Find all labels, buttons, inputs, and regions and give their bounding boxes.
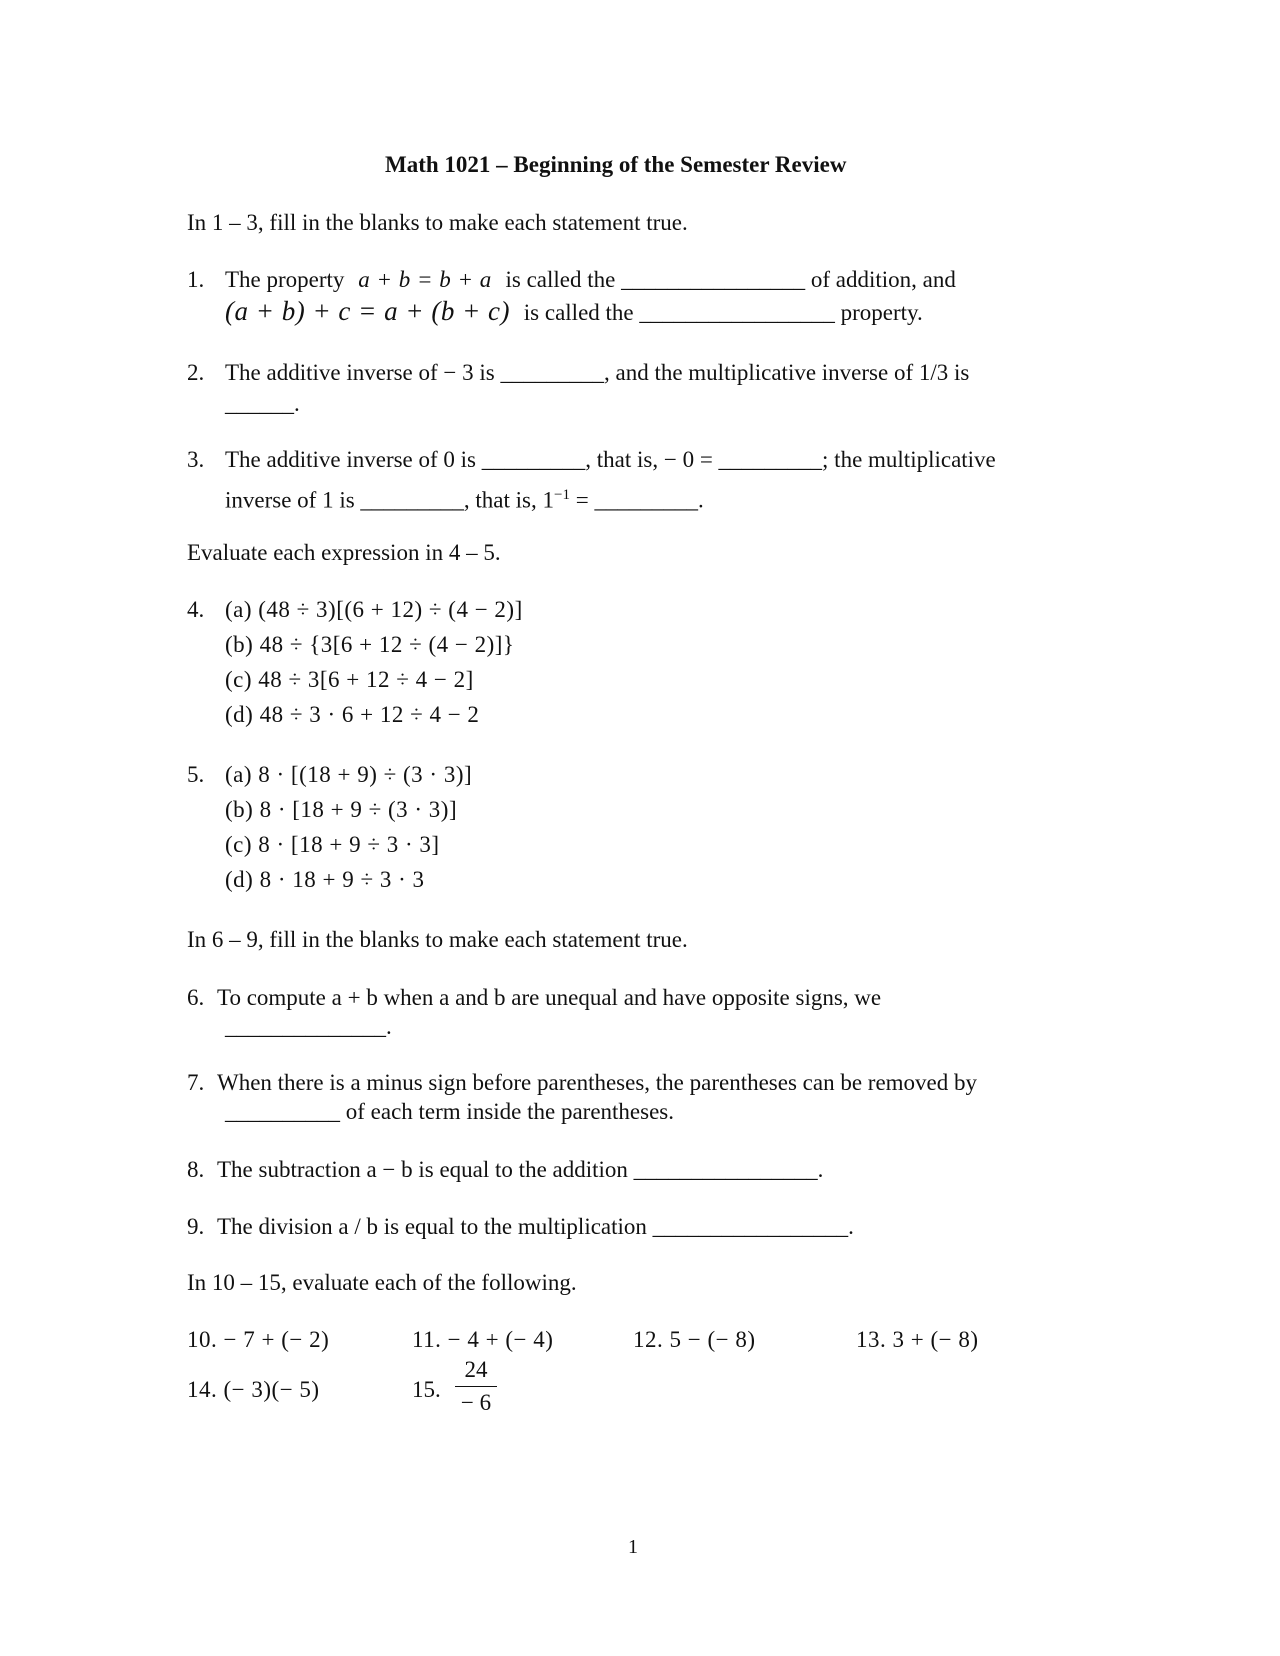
question-2-number: 2. (187, 360, 205, 385)
question-5-number: 5. (187, 762, 205, 787)
question-7-line-1: When there is a minus sign before parentheses, the parentheses can be removed by (217, 1070, 977, 1095)
question-4a: (a) (48 ÷ 3)[(6 + 12) ÷ (4 − 2)] (225, 597, 523, 622)
question-8-line-1: The subtraction a − b is equal to the addition ________________. (217, 1157, 824, 1182)
question-1-line-1 (225, 265, 956, 295)
question-5c: (c) 8 · [18 + 9 ÷ 3 · 3] (225, 832, 440, 857)
question-4d: (d) 48 ÷ 3 · 6 + 12 ÷ 4 − 2 (225, 702, 480, 727)
q3-text-b: = _________. (569, 487, 704, 513)
fraction-numerator: 24 (464, 1357, 488, 1382)
question-9-line-1: The division a / b is equal to the multiplication _________________. (217, 1214, 854, 1239)
question-14: 14. (− 3)(− 5) (187, 1377, 320, 1402)
question-4-number: 4. (187, 597, 205, 622)
q1-text-b: is called the ________________ of addition, and (505, 267, 956, 292)
question-10: 10. − 7 + (− 2) (187, 1327, 330, 1352)
question-12: 12. 5 − (− 8) (633, 1327, 756, 1352)
q1-text-a: The property (225, 267, 345, 292)
question-5b: (b) 8 · [18 + 9 ÷ (3 · 3)] (225, 797, 458, 822)
instruction-10-15: In 10 – 15, evaluate each of the following. (187, 1270, 577, 1295)
question-3-line-1: The additive inverse of 0 is _________, that is, − 0 = _________; the multiplicative (225, 447, 996, 472)
q1-math-commutative: a + b = b + a (358, 267, 492, 292)
q1-text-c: is called the _________________ property. (523, 300, 923, 325)
question-5d: (d) 8 · 18 + 9 ÷ 3 · 3 (225, 867, 425, 892)
page-title: Math 1021 – Beginning of the Semester Review (385, 152, 847, 177)
question-1-line-2 (225, 296, 923, 328)
question-3-line-2 (225, 480, 704, 516)
q1-math-associative: (a + b) + c = a + (b + c) (225, 296, 511, 326)
fraction-bar (455, 1386, 497, 1387)
instruction-1-3: In 1 – 3, fill in the blanks to make each statement true. (187, 210, 688, 235)
question-8-number: 8. (187, 1157, 205, 1182)
question-4c: (c) 48 ÷ 3[6 + 12 ÷ 4 − 2] (225, 667, 474, 692)
question-3-number: 3. (187, 447, 205, 472)
question-2-line-2: ______. (225, 391, 300, 416)
question-4b: (b) 48 ÷ {3[6 + 12 ÷ (4 − 2)]} (225, 632, 515, 657)
question-15-label: 15. (412, 1377, 441, 1402)
question-13: 13. 3 + (− 8) (856, 1327, 979, 1352)
question-5a: (a) 8 · [(18 + 9) ÷ (3 · 3)] (225, 762, 473, 787)
question-7-line-2: __________ of each term inside the parentheses. (225, 1099, 675, 1124)
q3-text-a: inverse of 1 is _________, that is, 1 (225, 487, 554, 513)
page-number: 1 (628, 1536, 638, 1558)
instruction-6-9: In 6 – 9, fill in the blanks to make each statement true. (187, 927, 688, 952)
question-15-fraction (455, 1356, 497, 1417)
question-6-line-1: To compute a + b when a and b are unequal and have opposite signs, we (217, 985, 882, 1010)
question-11: 11. − 4 + (− 4) (412, 1327, 554, 1352)
question-1-number: 1. (187, 267, 205, 292)
question-2-line-1: The additive inverse of − 3 is _________, and the multiplicative inverse of 1/3 is (225, 360, 970, 385)
question-7-number: 7. (187, 1070, 205, 1095)
instruction-4-5: Evaluate each expression in 4 – 5. (187, 540, 501, 565)
question-6-number: 6. (187, 985, 205, 1010)
q3-exponent: −1 (554, 487, 570, 503)
question-9-number: 9. (187, 1214, 205, 1239)
question-6-line-2: ______________. (225, 1014, 392, 1039)
fraction-denominator: − 6 (460, 1390, 492, 1415)
